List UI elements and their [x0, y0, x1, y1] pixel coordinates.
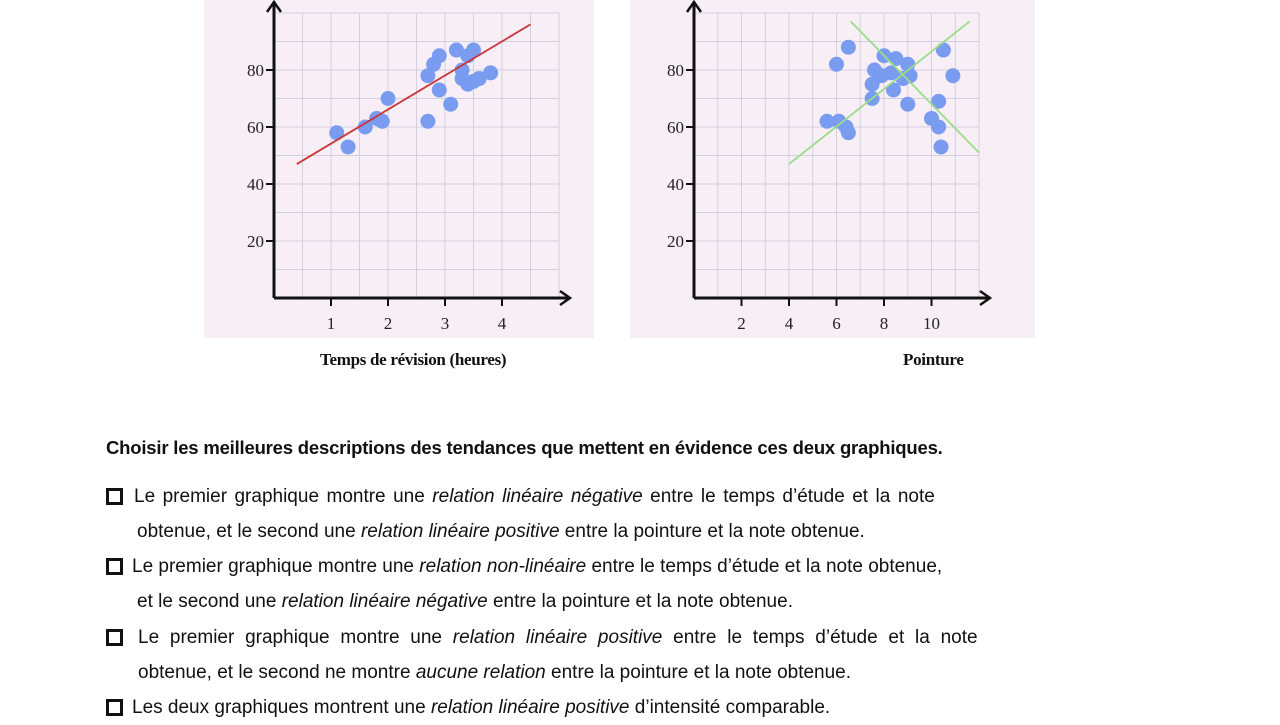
y-tick-label: 80 [247, 61, 264, 80]
option-3-text-a: Le premier graphique montre une [138, 627, 453, 648]
option-2-emphasis-b: relation linéaire négative [281, 591, 488, 612]
question-text: Choisir les meilleures descriptions des tendances que mettent en évidence ces deux graphiques. [106, 437, 943, 458]
option-1-text-b: entre le temps d’étude et la note [642, 486, 935, 507]
y-tick-label: 20 [667, 232, 684, 251]
x-axis-title-shoe-size: Pointure [903, 350, 964, 369]
answer-option-1[interactable] [106, 479, 1136, 549]
x-tick-label: 4 [497, 314, 507, 333]
scatter-chart-study-time [204, 0, 604, 345]
option-2-text-c: et le second une [137, 591, 282, 612]
checkbox-icon[interactable] [106, 488, 123, 505]
option-3-text-d: entre la pointure et la note obtenue. [545, 662, 852, 683]
x-tick-label: 8 [879, 314, 889, 333]
data-point [945, 68, 960, 83]
option-2-text-d: entre la pointure et la note obtenue. [487, 591, 793, 612]
checkbox-icon[interactable] [106, 558, 123, 575]
data-point [341, 139, 356, 154]
option-2-text-a: Le premier graphique montre une [132, 556, 420, 577]
data-point [443, 97, 458, 112]
answer-option-3[interactable] [106, 620, 1136, 690]
option-3-text-c: obtenue, et le second ne montre [138, 662, 416, 683]
option-1-text-d: entre la pointure et la note obtenue. [559, 521, 865, 542]
data-point [934, 139, 949, 154]
data-point [381, 91, 396, 106]
x-tick-label: 4 [784, 314, 794, 333]
y-tick-label: 80 [667, 61, 684, 80]
option-2-emphasis-a: relation non-linéaire [419, 556, 587, 577]
x-tick-label: 2 [383, 314, 393, 333]
option-2-text-b: entre le temps d’étude et la note obtenue, [586, 556, 943, 577]
option-3-text-b: entre le temps d’étude et la note [662, 627, 978, 648]
data-point [420, 114, 435, 129]
data-point [432, 82, 447, 97]
x-tick-label: 2 [737, 314, 746, 333]
y-tick-label: 40 [667, 175, 684, 194]
checkbox-icon[interactable] [106, 699, 123, 716]
y-tick-label: 60 [247, 118, 264, 137]
option-3-emphasis-a: relation linéaire positive [452, 627, 663, 648]
scatter-chart-shoe-size [630, 0, 1040, 345]
x-tick-label: 1 [326, 314, 336, 333]
option-4-text-b: d’intensité comparable. [629, 697, 831, 718]
y-tick-label: 40 [247, 175, 264, 194]
data-point [483, 65, 498, 80]
data-point [936, 43, 951, 58]
y-tick-label: 60 [667, 118, 684, 137]
data-point [841, 40, 856, 55]
option-4-text-a: Les deux graphiques montrent une [132, 697, 431, 718]
answer-option-2[interactable] [106, 549, 1136, 619]
option-4-emphasis-a: relation linéaire positive [430, 697, 630, 718]
option-1-text-c: obtenue, et le second une [137, 521, 361, 542]
option-1-emphasis-b: relation linéaire positive [360, 521, 560, 542]
data-point [432, 48, 447, 63]
x-tick-label: 3 [440, 314, 450, 333]
x-tick-label: 6 [832, 314, 841, 333]
plot-background [630, 0, 1035, 338]
option-3-emphasis-b: aucune relation [415, 662, 546, 683]
data-point [900, 97, 915, 112]
x-tick-label: 10 [923, 314, 940, 333]
checkbox-icon[interactable] [106, 629, 123, 646]
option-1-text-a: Le premier graphique montre une [134, 486, 433, 507]
x-axis-title-study-time: Temps de révision (heures) [320, 350, 507, 369]
option-1-emphasis-a: relation linéaire négative [432, 486, 643, 507]
y-tick-label: 20 [247, 232, 264, 251]
data-point [829, 57, 844, 72]
plot-background [204, 0, 594, 338]
data-point [931, 120, 946, 135]
data-point [841, 125, 856, 140]
